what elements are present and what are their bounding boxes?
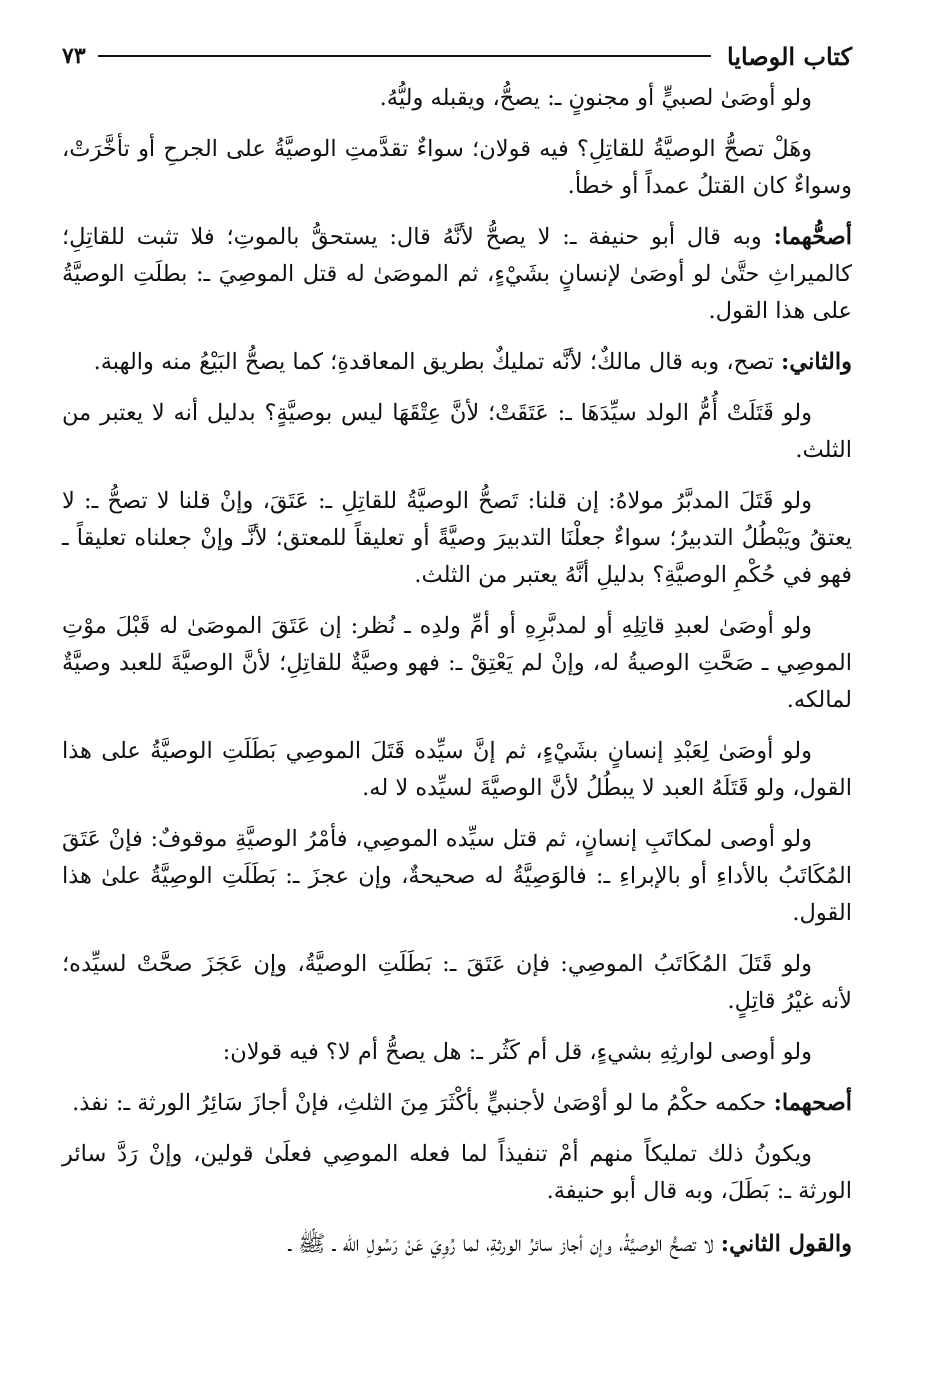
paragraph-text: ولو أوصَىٰ لِعَبْدِ إنسانٍ بشَيْءٍ، ثم إنَّ سيِّده قَتَلَ الموصِي بَطَلَتِ الوصيَّةُ على هذا القول، ولو قَتَلَهُ العبد لا يبطُلُ لأنَّ الوصيَّةَ لسيِّده لا له.: [62, 738, 852, 801]
paragraph: [62, 1085, 852, 1122]
paragraph-text: ولو أوصى لمكاتَبِ إنسانٍ، ثم قتل سيِّده الموصِي، فأمْرُ الوصيَّةِ موقوفٌ: فإنْ عَتَقَ المُكَاتَبُ بالأداءِ أو بالإبراءِ ـ: فالوَصِيَّةُ له صحيحةٌ، وإن عجزَ ـ: بَطَلَتِ الوصِيَّةُ علىٰ هذا القول.: [62, 826, 852, 926]
paragraph: [62, 1226, 852, 1263]
paragraph-text: ولو أوصَىٰ لصبيٍّ أو مجنونٍ ـ: يصحُّ، ويقبله وليُّهُ.: [379, 85, 812, 111]
paragraph-text: ولو قَتَلَتْ أُمُّ الولد سيِّدَهَا ـ: عَتَقَتْ؛ لأنَّ عِتْقَهَا ليس بوصيَّةٍ؟ بدليل أنه لا يعتبر من الثلث.: [62, 400, 852, 463]
paragraph: [62, 608, 852, 719]
paragraph: [62, 946, 852, 1020]
paragraph-text: ولو قَتَلَ المدبَّرُ مولاهُ: إن قلنا: تَصحُّ الوصيَّةُ للقاتِلِ ـ: عَتَقَ، وإنْ قلنا لا تصحُّ ـ: لا يعتقُ ويَبْطُلُ التدبيرُ؛ سواءٌ جعلْنَا التدبيرَ وصيَّةً أو تعليقاً للمعتق؛ لأنَّـ وإنْ جعلناه تعليقاً ـ فهو في حُكْمِ الوصيَّةِ؟ بدليلِ أنَّهُ يعتبر من الثلث.: [62, 488, 852, 588]
header-rule: [98, 55, 711, 57]
paragraph: [62, 1034, 852, 1071]
paragraph-text: وهَلْ تصحُّ الوصيَّةُ للقاتِلِ؟ فيه قولان؛ سواءٌ تقدَّمتِ الوصيَّةُ على الجرحِ أو تأخَّرَتْ، وسواءٌ كان القتلُ عمداً أو خطأ.: [62, 136, 852, 199]
paragraph: [62, 344, 852, 381]
paragraph: [62, 733, 852, 807]
paragraph: [62, 219, 852, 330]
paragraph-lead: أصحهما:: [773, 1090, 852, 1116]
paragraph-text: ولو قَتَلَ المُكَاتَبُ الموصِي: فإن عَتَقَ ـ: بَطَلَتِ الوصيَّةُ، وإن عَجَزَ صحَّتْ لسيِّده؛ لأنه غيْرُ قاتِلٍ.: [62, 951, 852, 1014]
paragraph: [62, 821, 852, 932]
page-number: ٧٣: [62, 43, 86, 69]
paragraph-text: تصح، وبه قال مالكٌ؛ لأنَّه تمليكٌ بطريق المعاقدةِ؛ كما يصحُّ البَيْعُ منه والهبة.: [93, 349, 782, 375]
paragraph: [62, 80, 852, 117]
paragraph-lead: والقول الثاني:: [720, 1231, 852, 1257]
page-body: [62, 80, 852, 1277]
paragraph-text: ولو أوصى لوارثِهِ بشيءٍ، قل أم كَثُر ـ: هل يصحُّ أم لا؟ فيه قولان:: [222, 1039, 812, 1065]
paragraph: [62, 1136, 852, 1210]
chapter-title: كتاب الوصايا: [727, 41, 852, 71]
paragraph-lead: والثاني:: [781, 349, 852, 375]
paragraph-text: حكمه حكْمُ ما لو أوْصَىٰ لأجنبيٍّ بأكْثَرَ مِنَ الثلثِ، فإنْ أجازَ سَائِرُ الورثة ـ: نفذ.: [72, 1090, 774, 1116]
paragraph-text: ويكونُ ذلك تمليكاً منهم أمْ تنفيذاً لما فعله الموصِي فعلَىٰ قولين، وإنْ رَدَّ سائر الورثة ـ: بَطَلَ، وبه قال أبو حنيفة.: [62, 1141, 852, 1204]
paragraph-text: وبه قال أبو حنيفة ـ: لا يصحُّ لأنَّهُ قال: يستحقُّ بالموتِ؛ فلا تثبت للقاتِلِ؛ كالميراثِ حتَّىٰ لو أوصَىٰ لإنسانٍ بشَيْءٍ، ثم الموصَىٰ له قتل الموصِيَ ـ: بطلَتِ الوصيَّةُ على هذا القول.: [62, 224, 852, 324]
page-header: [62, 36, 852, 76]
paragraph-text: لا تصحُّ الوصيَّةُ، وإن أجاز سائرُ الورثةِ، لما رُوِيَ عَنْ رَسُولِ الله ـ ﷺ ـ: [288, 1231, 721, 1257]
paragraph-lead: أصحُّهما:: [773, 224, 852, 250]
paragraph: [62, 483, 852, 594]
paragraph-text: ولو أوصَىٰ لعبدِ قاتِلِهِ أو لمدبَّرِهِ أو أمِّ ولدِه ـ نُظر: إن عَتَقَ الموصَىٰ له قَبْلَ موْتِ الموصِي ـ صَحَّتِ الوصيةُ له، وإنْ لم يَعْتِقْ ـ: فهو وصيَّةٌ للقاتِلِ؛ لأنَّ الوصيَّةَ للعبد وصيَّةٌ لمالكه.: [62, 613, 852, 713]
paragraph: [62, 131, 852, 205]
paragraph: [62, 395, 852, 469]
